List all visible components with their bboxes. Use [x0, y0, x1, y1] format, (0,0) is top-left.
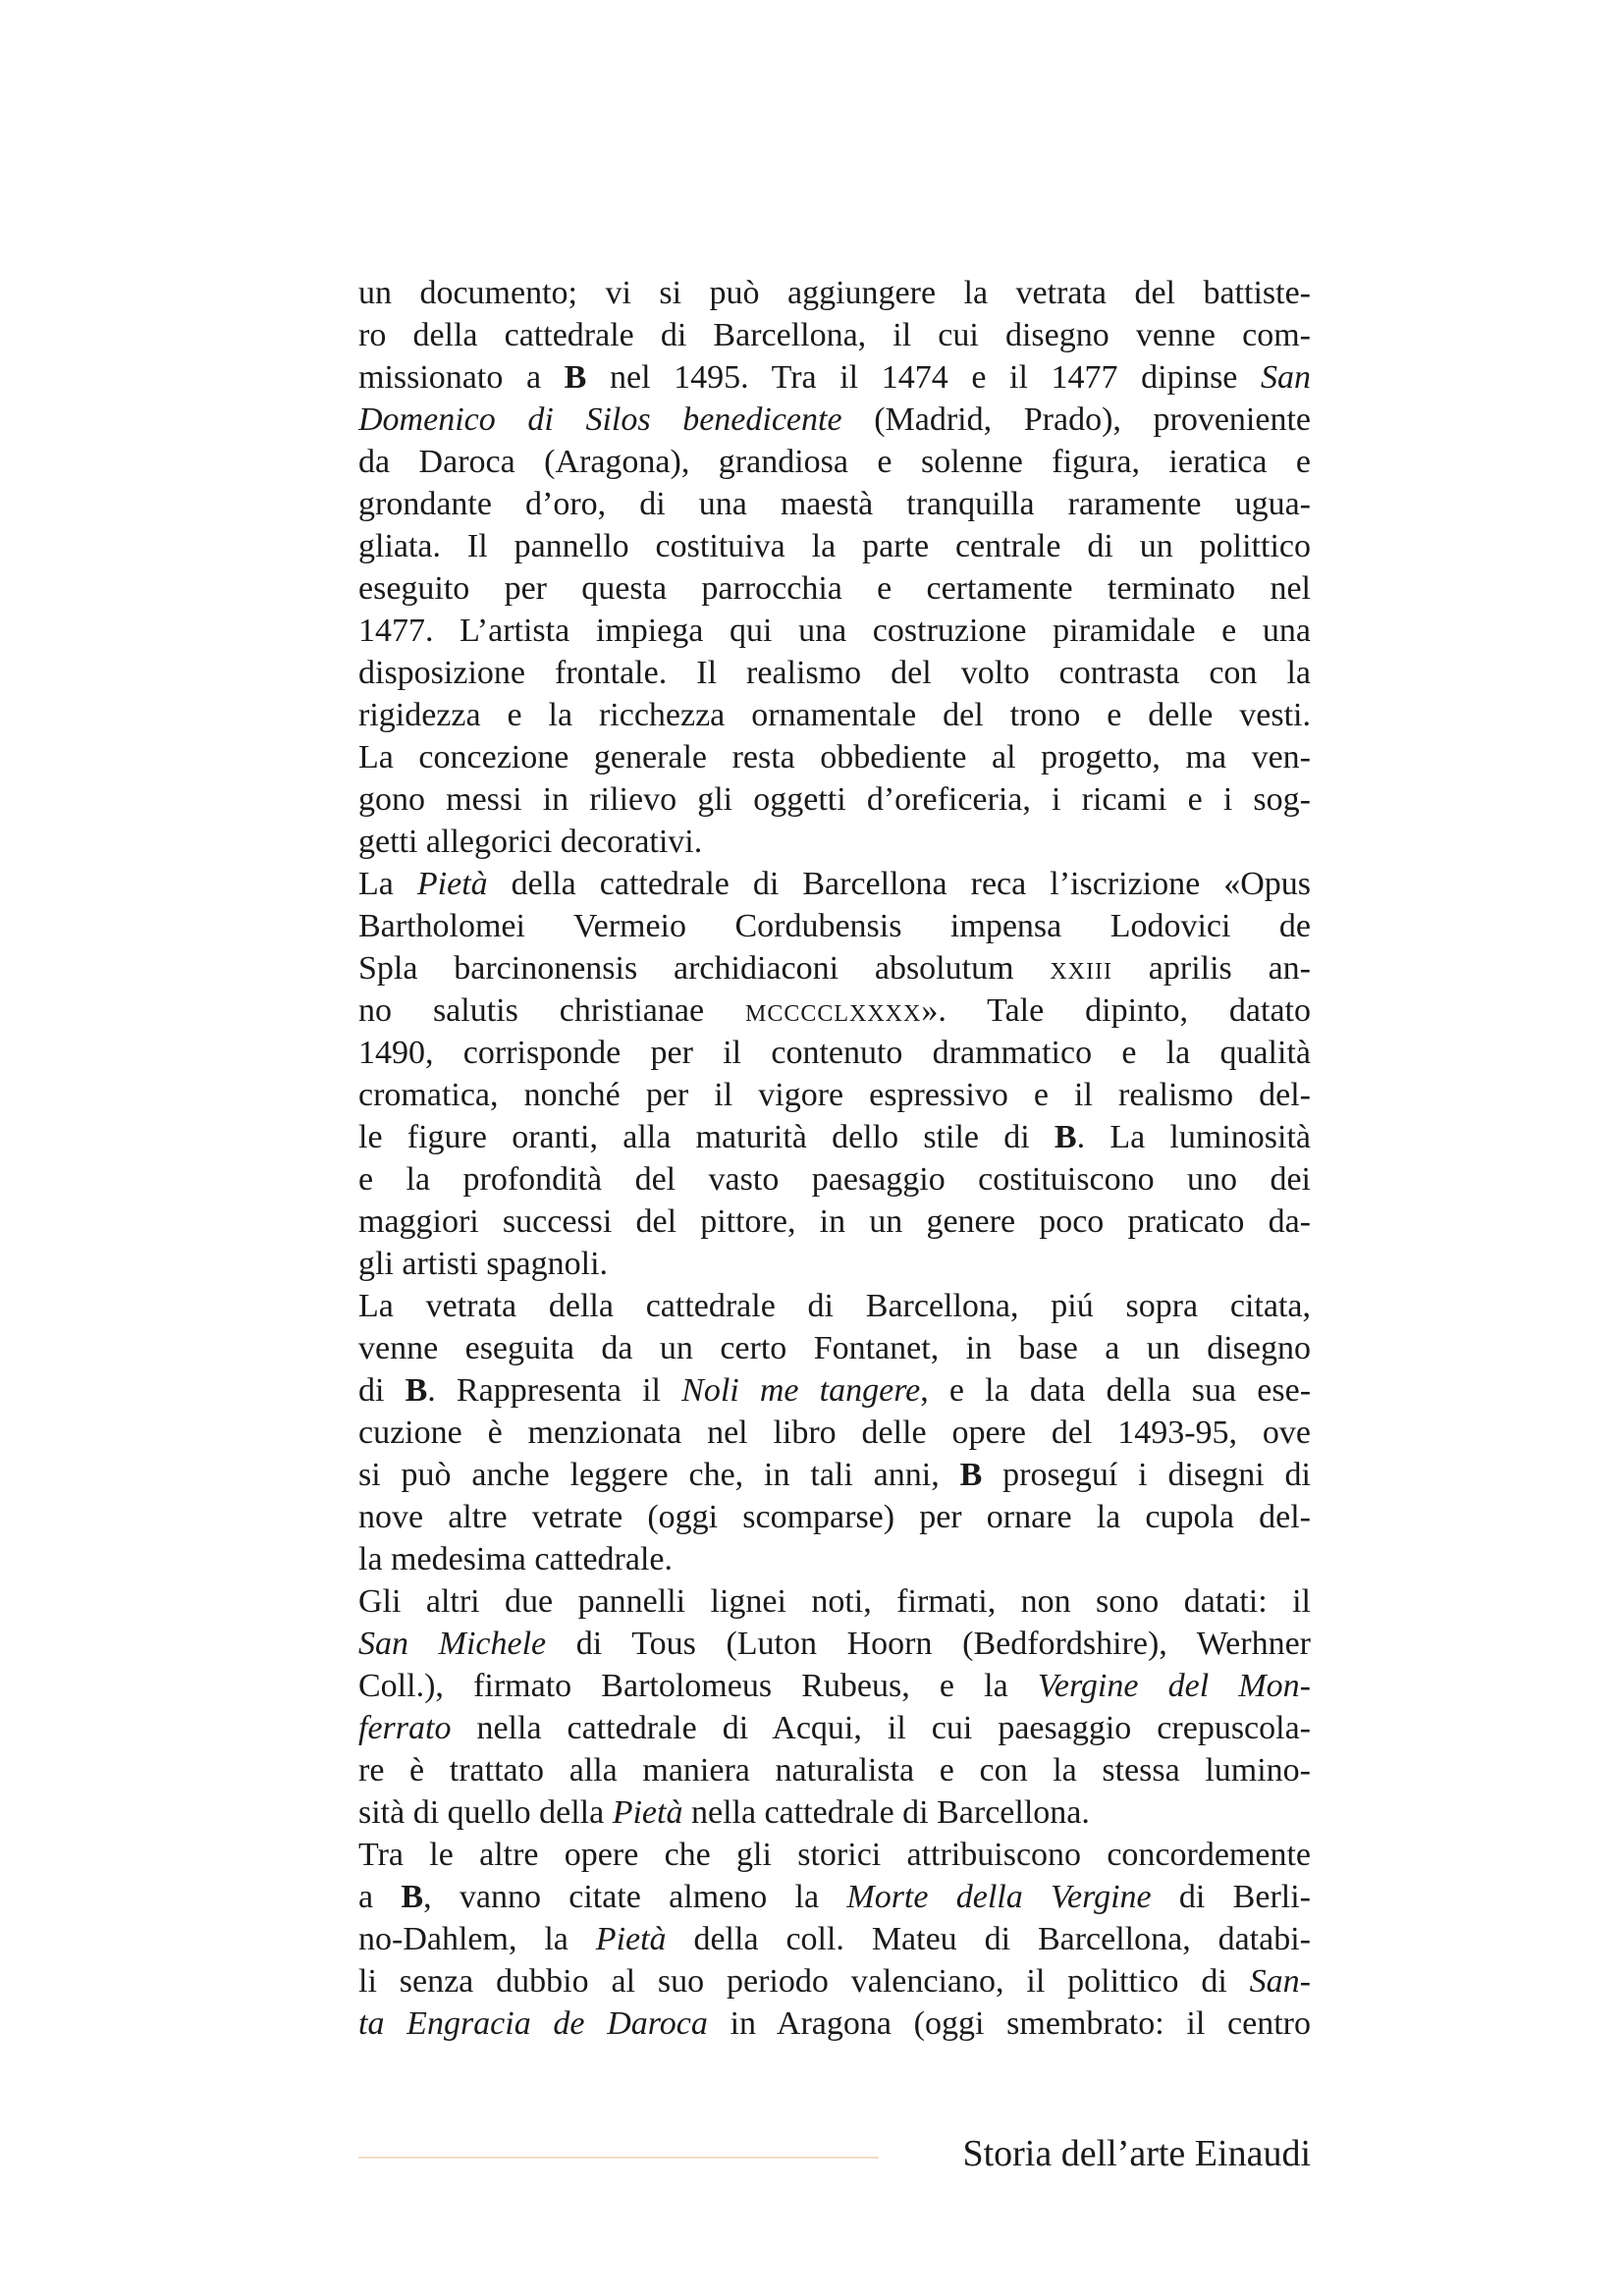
text-line [358, 483, 1311, 525]
text-run: in Aragona (oggi smembrato: il centro [707, 2005, 1311, 2042]
text-run: della coll. Mateu di Barcellona, databi- [666, 1921, 1311, 1957]
italic-run: ferrato [358, 1710, 452, 1746]
italic-run: Pietà [595, 1921, 667, 1957]
text-line [358, 1243, 1311, 1285]
text-line [358, 694, 1311, 736]
text-run: da Daroca (Aragona), grandiosa e solenne figura, ieratica e [358, 444, 1311, 480]
bold-run: B [401, 1879, 424, 1915]
text-line [358, 1749, 1311, 1791]
text-run: le figure oranti, alla maturità dello stile di [358, 1119, 1055, 1155]
text-run: La vetrata della cattedrale di Barcellona, piú sopra citata, [358, 1288, 1311, 1324]
text-line [358, 778, 1311, 821]
text-run: un documento; vi si può aggiungere la vetrata del battiste- [358, 275, 1311, 311]
text-line [358, 2002, 1311, 2045]
text-run: la medesima cattedrale. [358, 1541, 673, 1577]
text-line [358, 1834, 1311, 1876]
text-run: Gli altri due pannelli lignei noti, firmati, non sono datati: il [358, 1583, 1311, 1620]
text-run: Spla barcinonensis archidiaconi absolutum [358, 950, 1051, 987]
text-line [358, 821, 1311, 863]
text-run: La concezione generale resta obbediente al progetto, ma ven- [358, 739, 1311, 775]
text-line [358, 314, 1311, 356]
text-run: Tra le altre opere che gli storici attribuiscono concordemente [358, 1837, 1311, 1873]
text-line [358, 947, 1311, 989]
text-run: eseguito per questa parrocchia e certamente terminato nel [358, 570, 1311, 607]
text-line [358, 1876, 1311, 1918]
text-run: di Tous (Luton Hoorn (Bedfordshire), Werhner [546, 1626, 1311, 1662]
italic-run: Pietà [612, 1794, 683, 1831]
text-run: nella cattedrale di Acqui, il cui paesaggio crepuscola- [451, 1710, 1311, 1746]
text-run: cromatica, nonché per il vigore espressivo e il realismo del- [358, 1077, 1311, 1113]
italic-run: Pietà [416, 866, 488, 902]
text-run: re è trattato alla maniera naturalista e con la stessa lumino- [358, 1752, 1311, 1789]
text-run: Bartholomei Vermeio Cordubensis impensa Lodovici de [358, 908, 1311, 944]
text-run: (Madrid, Prado), proveniente [841, 401, 1311, 438]
text-run: di [358, 1372, 406, 1409]
text-run: li senza dubbio al suo periodo valenciano, il polittico di [358, 1963, 1250, 2000]
text-run: Coll.), firmato Bartolomeus Rubeus, e la [358, 1668, 1038, 1704]
bold-run: B [1054, 1119, 1077, 1155]
text-line [358, 1538, 1311, 1580]
text-line [358, 525, 1311, 567]
text-line [358, 1201, 1311, 1243]
bold-run: B [959, 1457, 983, 1493]
italic-run: Morte della Vergine [846, 1879, 1152, 1915]
text-line [358, 1454, 1311, 1496]
italic-run: Vergine del Mon- [1037, 1668, 1311, 1704]
bold-run: B [405, 1372, 428, 1409]
text-line [358, 905, 1311, 947]
text-run: ». Tale dipinto, datato [921, 992, 1311, 1029]
text-line [358, 736, 1311, 778]
text-run: no salutis christianae [358, 992, 745, 1029]
text-line [358, 652, 1311, 694]
text-line [358, 1918, 1311, 1960]
text-run: a [358, 1879, 402, 1915]
text-line [358, 1623, 1311, 1665]
text-run: nove altre vetrate (oggi scomparse) per ornare la cupola del- [358, 1499, 1311, 1535]
text-run: , vanno citate almeno la [423, 1879, 847, 1915]
text-run: cuzione è menzionata nel libro delle opere del 1493-95, ove [358, 1415, 1311, 1451]
text-run: getti allegorici decorativi. [358, 824, 703, 860]
small-caps-run: mcccclxxxx [744, 992, 922, 1029]
text-run: sità di quello della [358, 1794, 613, 1831]
text-run: gliata. Il pannello costituiva la parte centrale di un polittico [358, 528, 1311, 564]
text-run: venne eseguita da un certo Fontanet, in base a un disegno [358, 1330, 1311, 1366]
italic-run: San- [1249, 1963, 1311, 2000]
text-run: rigidezza e la ricchezza ornamentale del trono e delle vesti. [358, 697, 1311, 733]
text-run: di Berli- [1151, 1879, 1311, 1915]
text-line [358, 1707, 1311, 1749]
text-run: nella cattedrale di Barcellona. [682, 1794, 1090, 1831]
italic-run: Domenico di Silos benedicente [358, 401, 842, 438]
text-run: gli artisti spagnoli. [358, 1246, 609, 1282]
text-run: . Rappresenta il [427, 1372, 682, 1409]
text-line [358, 1116, 1311, 1158]
body-text [358, 272, 1311, 2045]
text-run: e la profondità del vasto paesaggio costituiscono uno dei [358, 1161, 1311, 1198]
text-run: 1490, corrisponde per il contenuto drammatico e la qualità [358, 1035, 1311, 1071]
italic-run: Noli me tangere [681, 1372, 921, 1409]
text-line [358, 1960, 1311, 2002]
text-line [358, 272, 1311, 314]
text-run: aprilis an- [1111, 950, 1311, 987]
text-line [358, 1496, 1311, 1538]
text-run: proseguí i disegni di [982, 1457, 1311, 1493]
text-line [358, 1369, 1311, 1412]
text-run: ro della cattedrale di Barcellona, il cui disegno venne com- [358, 317, 1311, 353]
text-run: 1477. L’artista impiega qui una costruzione piramidale e una [358, 613, 1311, 649]
text-line [358, 567, 1311, 610]
italic-run: ta Engracia de Daroca [358, 2005, 708, 2042]
text-run: . La luminosità [1076, 1119, 1311, 1155]
text-line [358, 356, 1311, 399]
italic-run: San Michele [358, 1626, 547, 1662]
italic-run: San [1261, 359, 1311, 396]
text-line [358, 1665, 1311, 1707]
text-line [358, 989, 1311, 1032]
text-run: grondante d’oro, di una maestà tranquilla raramente ugua- [358, 486, 1311, 522]
text-run: La [358, 866, 417, 902]
text-line [358, 1412, 1311, 1454]
text-run: si può anche leggere che, in tali anni, [358, 1457, 960, 1493]
bold-run: B [564, 359, 587, 396]
text-line [358, 1580, 1311, 1623]
text-run: nel 1495. Tra il 1474 e il 1477 dipinse [586, 359, 1262, 396]
text-line [358, 1791, 1311, 1834]
text-run: no-Dahlem, la [358, 1921, 596, 1957]
text-line [358, 399, 1311, 441]
small-caps-run: xxiii [1050, 950, 1112, 987]
text-run: missionato a [358, 359, 565, 396]
text-line [358, 863, 1311, 905]
text-line [358, 1285, 1311, 1327]
text-run: gono messi in rilievo gli oggetti d’oreficeria, i ricami e i sog- [358, 781, 1311, 818]
text-run: disposizione frontale. Il realismo del volto contrasta con la [358, 655, 1311, 691]
text-run: della cattedrale di Barcellona reca l’iscrizione «Opus [487, 866, 1311, 902]
footer-rule [358, 2157, 879, 2159]
text-line [358, 1327, 1311, 1369]
text-line [358, 1074, 1311, 1116]
text-line [358, 1158, 1311, 1201]
text-run: , e la data della sua ese- [920, 1372, 1311, 1409]
text-line [358, 1032, 1311, 1074]
footer-title: Storia dell’arte Einaudi [962, 2133, 1311, 2174]
text-line [358, 610, 1311, 652]
text-run: maggiori successi del pittore, in un genere poco praticato da- [358, 1203, 1311, 1240]
text-line [358, 441, 1311, 483]
